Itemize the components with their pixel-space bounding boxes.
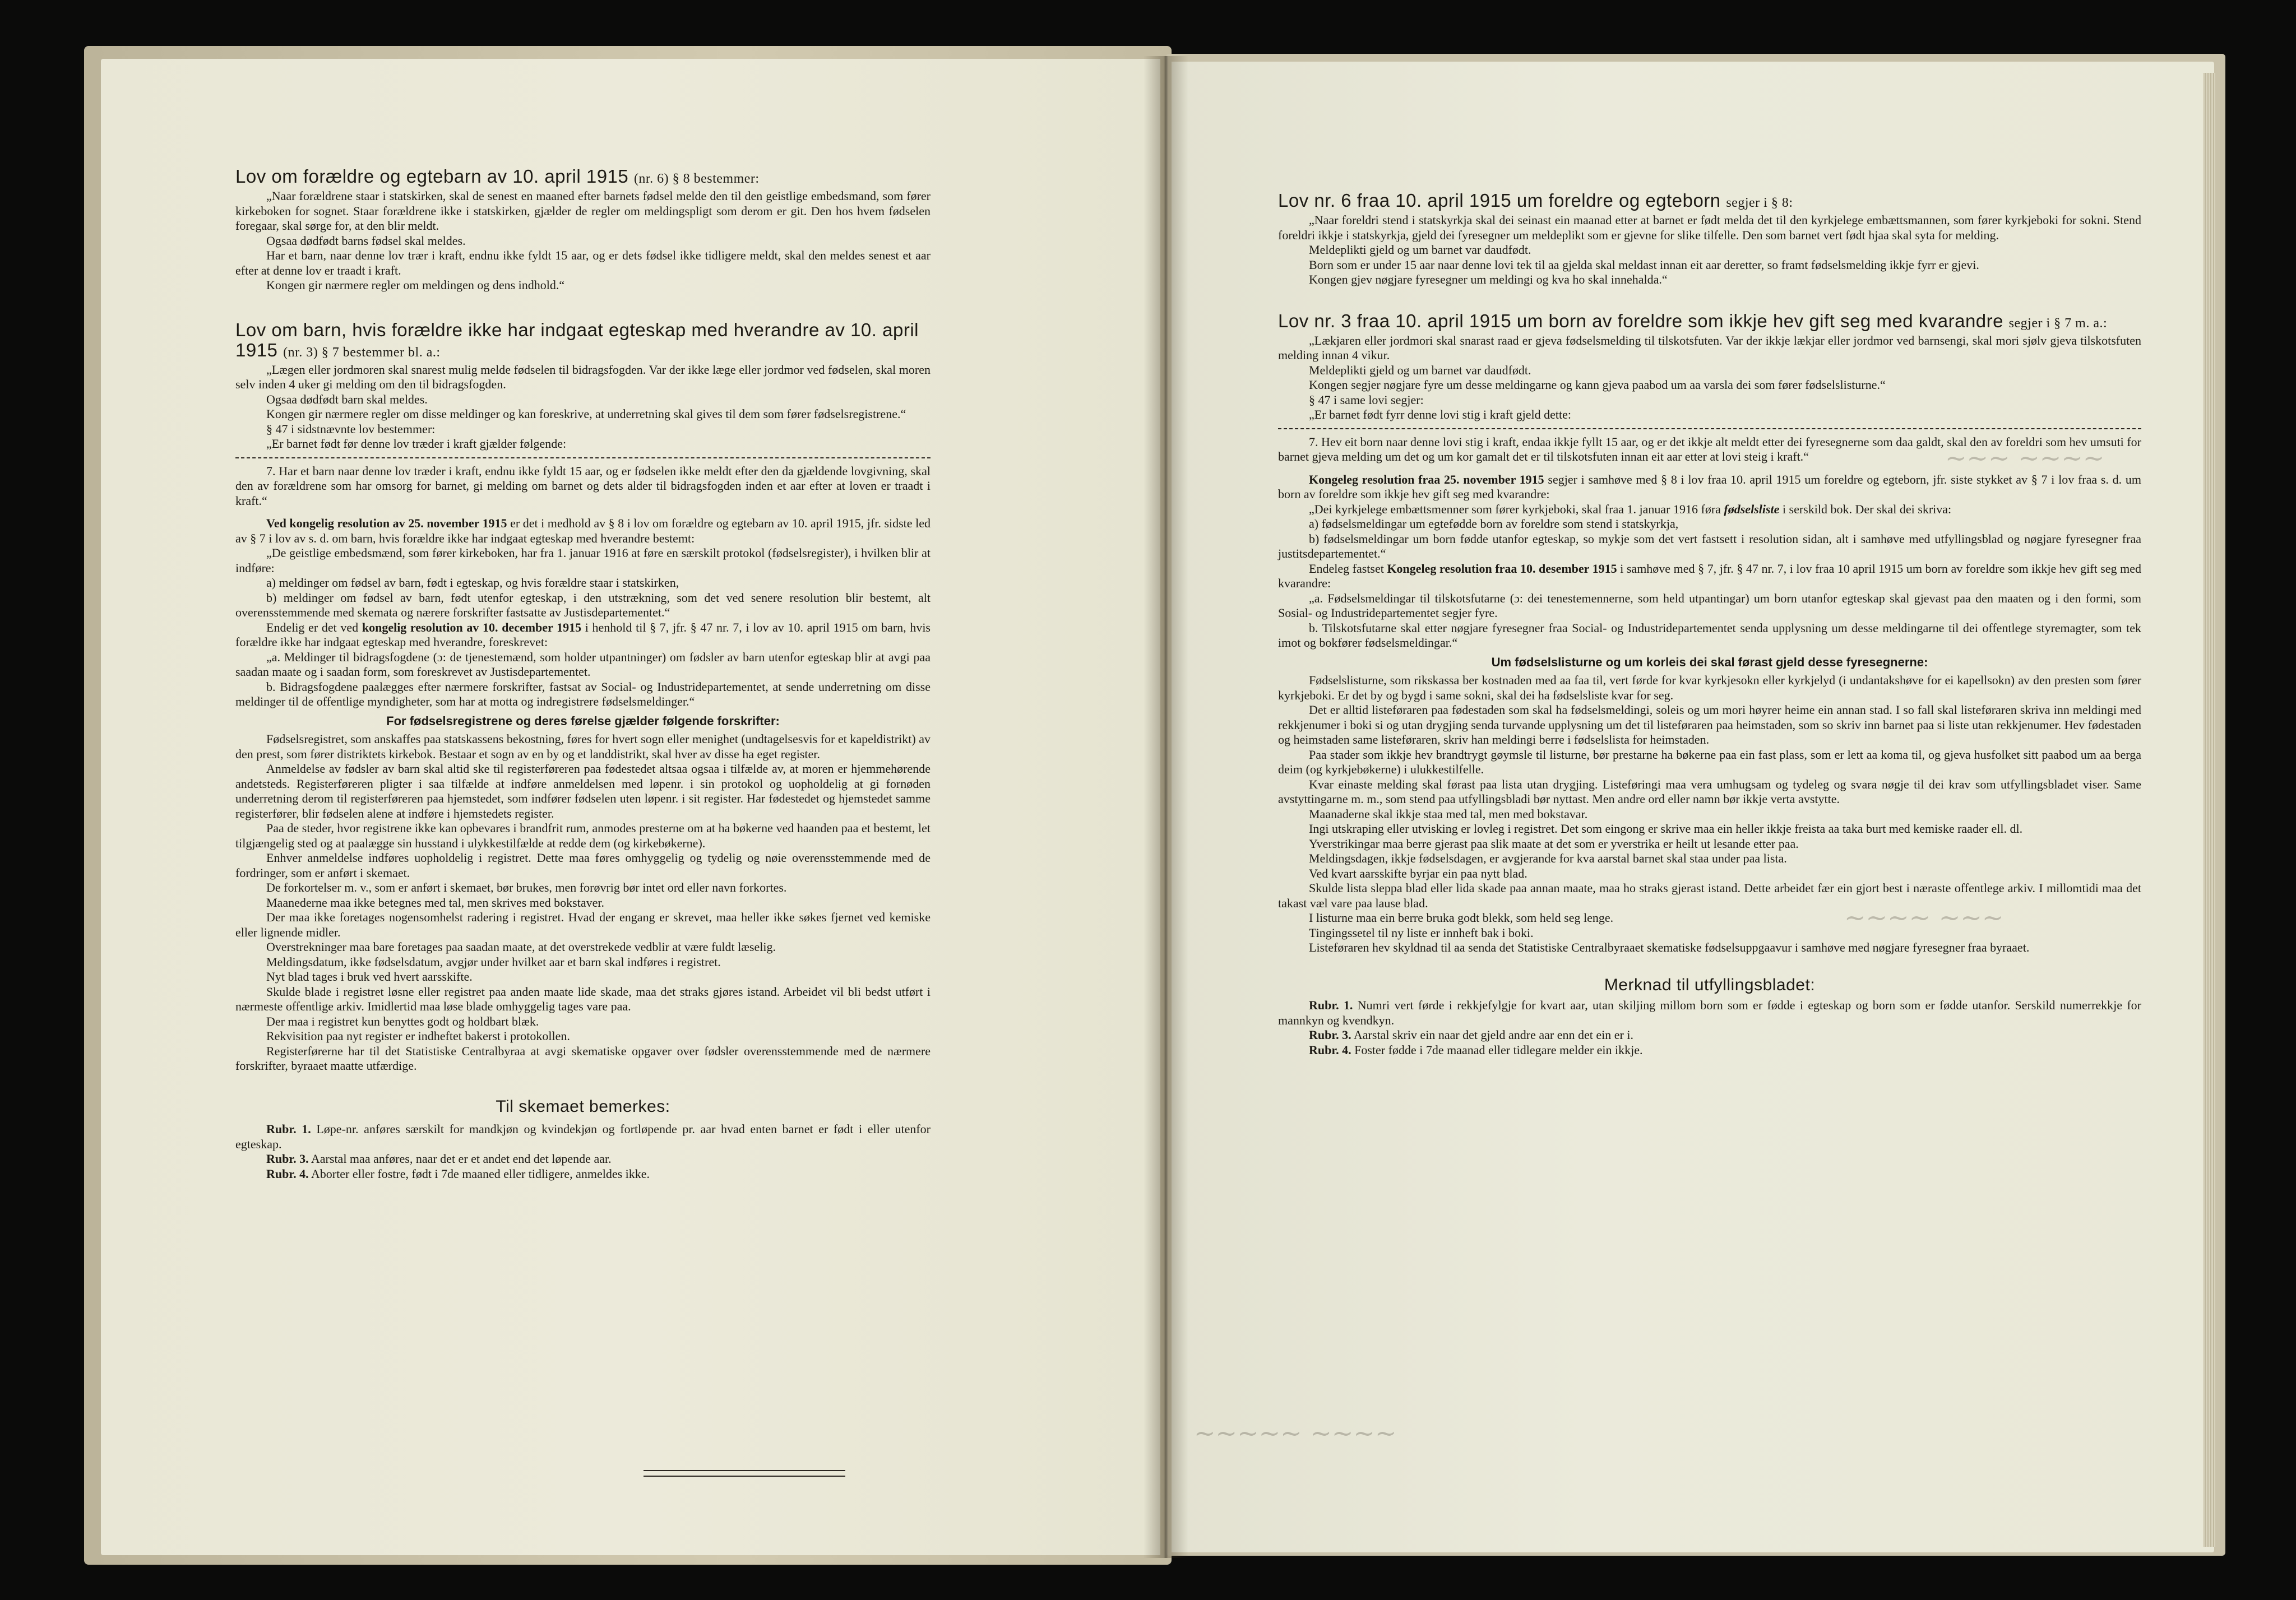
- right-s4-p11: I listurne maa ein berre bruka godt blekk, som held seg lenge.: [1309, 911, 1614, 925]
- right-s3-p4: b) fødselsmeldingar um born fødde utanfor egteskap, so mykje som det vert fastsett i resolution sidan, alt i samhøve med utfyllingsblad og nøgjare fyresegner fraa justitsdepartementet.“: [1278, 531, 2141, 560]
- bleedthrough-handwriting: ~~~~ ~~~: [1844, 902, 2004, 933]
- left-section-1-title: Lov om forældre og egtebarn av 10. april 1915 (nr. 6) § 8 bestemmer:: [235, 166, 760, 187]
- left-section-4-title: For fødselsregistrene og deres førelse gjælder følgende forskrifter:: [386, 713, 780, 728]
- left-s2-p4: § 47 i sidstnævnte lov bestemmer:: [266, 421, 436, 436]
- left-s4-p1: Fødselsregistret, som anskaffes paa statskassens bekostning, føres for hvert sogn eller menighet (undtagelsesvis for et kapeldistrikt) av den prest, som fører distriktets kirkebok. Bestaar et sogn av en by og et landdistrikt, skal hver av disse ha eget register.: [235, 732, 931, 761]
- dashed-separator: [235, 457, 931, 458]
- left-s3-p1: Ved kongelig resolution av 25. november 1915 er det i medhold av § 8 i lov om forældre og egtebarn av 10. april 1915, jfr. sidste led av § 7 i lov av s. d. om barn, hvis forældre ikke har indgaat egteskap med hverandre bestemt:: [235, 516, 931, 545]
- right-s2-p5: „Er barnet født fyrr denne lovi stig i kraft gjeld dette:: [1309, 407, 1571, 421]
- left-s3-p4: b) meldinger om fødsel av barn, født utenfor egteskap, i den utstrækning, som det ved senere resolution blir bestemt, alt overensstemmende med skemata og nærere forskrifter fastsatte av Justisdepartementet.“: [235, 590, 931, 619]
- dashed-separator: [1278, 428, 2141, 429]
- right-s1-p4: Kongen gjev nøgjare fyresegner um meldingi og kva ho skal innehalda.“: [1309, 272, 1668, 286]
- left-s4-p5: De forkortelser m. v., som er anført i skemaet, bør brukes, men forøvrig bør intet ord eller navn forkortes.: [266, 880, 787, 894]
- left-rubr-1: Rubr. 1. Løpe-nr. anføres særskilt for mandkjøn og kvindekjøn og fortløpende pr. aar hvad enten barnet er født i eller utenfor egteskap.: [235, 1122, 931, 1151]
- right-s3-p6: „a. Fødselsmeldingar til tilskotsfutarne (ɔ: dei tenestemennerne, som held utpantingar) um born utanfor egteskap skal gjevast paa den maaten og i den formi, som Sosial- og Industridepartementet segjer fyre.: [1278, 591, 2141, 620]
- right-section-1-title: Lov nr. 6 fraa 10. april 1915 um foreldre og egteborn segjer i § 8:: [1278, 190, 1793, 211]
- right-s4-p2: Det er alltid listeføraren paa fødestaden som skal ha fødselsmeldingi, soleis og um mori høyrer heime ein annan stad. I so fall skal listeføraren skriva inn meldingi med rekkjenumer i boki si og utan drygjing senda turvande upplysning um det til listeføraren paa heimstaden, som so skriv inn barnet paa si liste utan rekkjenumer. Hev fødestaden og heimstaden same listeføraren, skriv han meldingi berre i fødselslista for heimstaden.: [1278, 703, 2141, 746]
- left-section-2-title: Lov om barn, hvis forældre ikke har indgaat egteskap med hverandre av 10. april 1915 (nr. 3) § 7 bestemmer bl. a.:: [235, 319, 919, 360]
- right-s4-p10: Skulde lista sleppa blad eller lida skade paa annan maate, maa ho straks gjerast istand. Dette arbeidet fær ein gjort best i næraste offentlege arkiv. I millomtidi maa det takast væl vare paa lause blad.: [1278, 881, 2141, 910]
- right-s3-p7: b. Tilskotsfutarne skal etter nøgjare fyresegner fraa Social- og Industridepartementet senda upplysning um desse meldingarne til dei offentlege styremagter, som tek imot og bokfører fødselsmeldingar.“: [1278, 620, 2141, 650]
- right-s3-p1: Kongeleg resolution fraa 25. november 1915 segjer i samhøve med § 8 i lov fraa 10. april 1915 um foreldre og egteborn, jfr. siste stykket av § 7 i lov fraa s. d. um born av foreldre som ikkje hev gift seg med kvarandre:: [1278, 472, 2142, 501]
- right-rubr-4: Rubr. 4. Foster fødde i 7de maanad eller tidlegare melder ein ikkje.: [1309, 1042, 1643, 1057]
- right-s1-p1: „Naar foreldri stend i statskyrkja skal dei seinast ein maanad etter at barnet er født melda det til den kyrkjelege embættsmannen, som fører kyrkjeboki for sokni. Stend foreldri ikkje i statskyrkja, gjeld dei fyresegner um meldeplikt som er gjevne for slike tilfelle. Den som barnet vert født hjaa skal syta for melding.: [1278, 213, 2141, 242]
- left-s4-p8: Overstrekninger maa bare foretages paa saadan maate, at det overstrekede vedblir at være fuldt læselig.: [266, 940, 776, 954]
- left-s4-p4: Enhver anmeldelse indføres uopholdelig i registret. Dette maa føres omhyggelig og tydelig og nøie overensstemmende med de fordringer, som er anført i skemaet.: [235, 851, 931, 880]
- right-page-text: [1278, 191, 2141, 1058]
- left-s2-p1: „Lægen eller jordmoren skal snarest mulig melde fødselen til bidragsfogden. Var der ikke læge eller jordmor ved fødselen, skal moren selv inden 4 uker gi melding om den til bidragsfogden.: [235, 362, 931, 391]
- right-section-2-title: Lov nr. 3 fraa 10. april 1915 um born av foreldre som ikkje hev gift seg med kvarandre segjer i § 7 m. a.:: [1278, 310, 2108, 331]
- right-s4-p9: Ved kvart aarsskifte byrjar ein paa nytt blad.: [1309, 866, 1527, 880]
- right-s2-p3: Kongen segjer nøgjare fyre um desse meldingarne og kann gjeva paabod um aa varsla dei som fører fødselslisturne.“: [1309, 378, 1886, 392]
- left-rubr-4: Rubr. 4. Aborter eller fostre, født i 7de maaned eller tidligere, anmeldes ikke.: [266, 1166, 650, 1181]
- right-s4-p3: Paa stader som ikkje hev brandtrygt gøymsle til listurne, bør prestarne ha bøkerne paa ein fast plass, som er lett aa koma til, og gjeva husfolket sitt paabod um aa berga deim (og kyrkjebøkerne) i ulukkestilfelle.: [1278, 747, 2141, 776]
- left-s2-p6: 7. Har et barn naar denne lov træder i kraft, endnu ikke fyldt 15 aar, og er fødselen ikke meldt efter den da gjældende lovgivning, skal den av forældrene som har omsorg for barnet, gi melding om barnet og dets alder til bidragsfogden inden et aar efter at loven er traadt i kraft.“: [235, 463, 931, 508]
- left-s4-p9: Meldingsdatum, ikke fødselsdatum, avgjør under hvilket aar et barn skal indføres i registret.: [266, 954, 721, 969]
- left-s2-p2: Ogsaa dødfødt barn skal meldes.: [266, 392, 428, 406]
- left-s4-p14: Registerførerne har til det Statistiske Centralbyraa at avgi skematiske opgaver over fødsler overensstemmende med de nærmere forskrifter, byraaet maatte utfærdige.: [235, 1044, 931, 1073]
- page-edges: [2203, 73, 2215, 1547]
- left-s4-p13: Rekvisition paa nyt register er indheftet bakerst i protokollen.: [266, 1029, 570, 1043]
- right-s2-p6: 7. Hev eit born naar denne lovi stig i kraft, endaa ikkje fyllt 15 aar, og er det ikkje alt meldt etter dei fyresegnerne som daa galdt, skal den av foreldri som hev umsuti for barnet gjeva melding um det og um kor gamalt det er til tilskotsfuten innan eit aar etter at lovi steig i kraft.“: [1278, 434, 2141, 463]
- right-s4-p7: Yverstrikingar maa berre gjerast paa slik maate at det som er yverstrika er heilt ut lesande etter paa.: [1309, 836, 1799, 851]
- left-s3-p6: „a. Meldinger til bidragsfogdene (ɔ: de tjenestemænd, som holder utpantninger) om fødsler av barn utenfor egteskap blir at avgi paa saadan maate og i saadan form, som foreskrevet av Justisdepartementet.: [235, 650, 931, 679]
- right-s4-p12: Tingingssetel til ny liste er innheft bak i boki.: [1309, 925, 1534, 940]
- left-s3-p7: b. Bidragsfogdene paalægges efter nærmere forskrifter, fastsat av Social- og Industridepartementet, at sende underretning om disse meldinger til de offentlige myndigheter, som har at motta og indregistrere fødselsmeldinger.“: [235, 679, 931, 708]
- left-s4-p12: Der maa i registret kun benyttes godt og holdbart blæk.: [266, 1014, 539, 1028]
- left-s1-p1: „Naar forældrene staar i statskirken, skal de senest en maaned efter barnets fødsel melde den til den geistlige embedsmand, som fører kirkeboken for sognet. Staar forældrene ikke i statskirken, gjælder de regler om meldingspligt som derom er git. Den hos hvem fødselen foregaar, skal sørge for, at den blir meldt.: [235, 189, 931, 233]
- right-section-4-title: Um fødselslisturne og um korleis dei skal førast gjeld desse fyresegnerne:: [1491, 655, 1928, 669]
- left-s2-p5: „Er barnet født før denne lov træder i kraft gjælder følgende:: [266, 437, 567, 451]
- right-s4-p6: Ingi utskraping eller utvisking er lovleg i registret. Det som eingong er skrive maa ein heller ikkje freista aa taka burt med kemiske raader ell. dl.: [1309, 822, 2023, 836]
- right-section-5-title: Merknad til utfyllingsbladet:: [1604, 975, 1816, 994]
- left-s3-p2: „De geistlige embedsmænd, som fører kirkeboken, har fra 1. januar 1916 at føre en særskilt protokol (fødselsregister), i hvilken blir at indføre:: [235, 546, 931, 575]
- right-s4-p5: Maanaderne skal ikkje staa med tal, men med bokstavar.: [1309, 806, 1588, 821]
- left-s3-p3: a) meldinger om fødsel av barn, født i egteskap, og hvis forældre staar i statskirken,: [266, 576, 679, 590]
- left-s3-p5: Endelig er det ved kongelig resolution av 10. december 1915 i henhold til § 7, jfr. § 47 nr. 7, i lov av 10. april 1915 om barn, hvis forældre ikke har indgaat egteskap med hverandre, foreskrevet:: [235, 620, 931, 649]
- right-page: [1172, 62, 2214, 1552]
- right-s1-p2: Meldeplikti gjeld og um barnet var daudfødt.: [1309, 243, 1531, 257]
- left-s4-p10: Nyt blad tages i bruk ved hvert aarsskifte.: [266, 970, 473, 984]
- right-s4-p13: Listeføraren hev skyldnad til aa senda det Statistiske Centralbyraaet skematiske fødselsuppgaavur i samhøve med nøgjare fyresegner fraa byraaet.: [1309, 940, 2030, 954]
- right-rubr-3: Rubr. 3. Aarstal skriv ein naar det gjeld andre aar enn det ein er i.: [1309, 1028, 1633, 1042]
- left-section-5-title: Til skemaet bemerkes:: [496, 1097, 670, 1116]
- right-s2-p2: Meldeplikti gjeld og um barnet var daudfødt.: [1309, 363, 1531, 377]
- left-end-rule: [644, 1470, 845, 1477]
- left-s4-p3: Paa de steder, hvor registrene ikke kan opbevares i brandfrit rum, anmodes presterne om at ha bøkerne ved haanden paa et bestemt, let tilgjængelig sted og at paalægge sin husstand i ulykkestilfælde at redde dem (og kirkebøkerne).: [235, 821, 931, 850]
- bleedthrough-handwriting: ~~~ ~~~~: [1945, 443, 2105, 473]
- left-s4-p6: Maanederne maa ikke betegnes med tal, men skrives med bokstaver.: [266, 895, 604, 910]
- right-s3-p2: „Dei kyrkjelege embættsmenner som fører kyrkjeboki, skal fraa 1. januar 1916 føra fødselsliste i serskild bok. Der skal dei skriva:: [1309, 502, 1952, 516]
- left-page: [101, 59, 1160, 1555]
- left-s4-p11: Skulde blade i registret løsne eller registret paa anden maate lide skade, maa det straks gjøres istand. Arbeidet vil bli bedst utført i nærmeste offentlige arkiv. Imidlertid maa løse blade omhyggelig tages vare paa.: [235, 984, 931, 1013]
- book-gutter: [1144, 56, 1188, 1558]
- left-s4-p2: Anmeldelse av fødsler av barn skal altid ske til registerføreren paa fødestedet altsaa ogsaa i tilfælde av, at moren er hjemmehørende andetsteds. Registerføreren pligter i saa tilfælde at indføre anmeldelsen med løpenr. i sin protokol og uopholdelig at gi fornøden underretning derom til registerføreren paa hjemstedet, som indfører fødselen uten løpenr. i sit register. Har fødestedet og hjemstedet samme registerfører, blir fødselen alene at indføre i hjemstedets register.: [235, 762, 931, 820]
- right-s2-p1: „Lækjaren eller jordmori skal snarast raad er gjeva fødselsmelding til tilskotsfuten. Var der ikkje lækjar eller jordmor ved barnsengi, skal mori sjølv gjeva tilskotsfuten melding innan 4 vikur.: [1278, 333, 2141, 362]
- right-s4-p8: Meldingsdagen, ikkje fødselsdagen, er avgjerande for kva aarstal barnet skal staa under paa lista.: [1309, 851, 1787, 865]
- left-s4-p7: Der maa ikke foretages nogensomhelst radering i registret. Hvad der engang er skrevet, maa heller ikke søkes fjernet ved kemiske eller lignende midler.: [235, 910, 931, 939]
- left-s1-p4: Kongen gir nærmere regler om meldingen og dens indhold.“: [266, 278, 565, 292]
- left-s1-p2: Ogsaa dødfødt barns fødsel skal meldes.: [266, 233, 466, 248]
- right-s4-p1: Fødselslisturne, som rikskassa ber kostnaden med aa faa til, vert førde for kvar kyrkjesokn eller kyrkjelyd (i undantakshøve for ei kapellsokn) av den presten som fører kyrkjeboki. Er det by og bygd i same sokni, skal dei ha fødselsliste kvar for seg.: [1278, 673, 2141, 702]
- right-s4-p4: Kvar einaste melding skal førast paa lista utan drygjing. Listeføringi maa vera umhugsam og tydeleg og svara nøgje til dei krav som utfyllingsbladet viser. Same avstyttingarne m. m., som stend paa utfyllingsbladi bør nyttast. Men andre ord eller namn bør ikkje verta avstytte.: [1278, 777, 2141, 806]
- right-s1-p3: Born som er under 15 aar naar denne lovi tek til aa gjelda skal meldast innan eit aar deretter, so framt fødselsmelding ikkje fyrr er gjevi.: [1309, 257, 1979, 272]
- left-s1-p3: Har et barn, naar denne lov trær i kraft, endnu ikke fyldt 15 aar, og er dets fødsel ikke tidligere meldt, skal den meldes senest et aar efter at denne lov er traadt i kraft.: [235, 248, 931, 277]
- left-rubr-3: Rubr. 3. Aarstal maa anføres, naar det er et andet end det løpende aar.: [266, 1152, 612, 1166]
- right-rubr-1: Rubr. 1. Numri vert førde i rekkjefylgje for kvart aar, utan skiljing millom born som er fødde i egteskap og born som er fødde utanfor. Serskild numerrekkje for mannkyn og kvendkyn.: [1278, 998, 2142, 1027]
- right-s3-p5: Endeleg fastset Kongeleg resolution fraa 10. desember 1915 i samhøve med § 7, jfr. § 47 nr. 7, i lov fraa 10 april 1915 um born av foreldre som ikkje hev gift seg med kvarandre:: [1278, 561, 2141, 590]
- left-page-text: [235, 166, 931, 1181]
- bleedthrough-handwriting: ~~~~~ ~~~~: [1194, 1418, 1397, 1448]
- right-s3-p3: a) fødselsmeldingar um egtefødde born av foreldre som stend i statskyrkja,: [1309, 517, 1679, 531]
- right-s2-p4: § 47 i same lovi segjer:: [1309, 392, 1424, 407]
- left-s2-p3: Kongen gir nærmere regler om disse meldinger og kan foreskrive, at underretning skal gives til dem som fører fødselsregistrene.“: [266, 407, 906, 421]
